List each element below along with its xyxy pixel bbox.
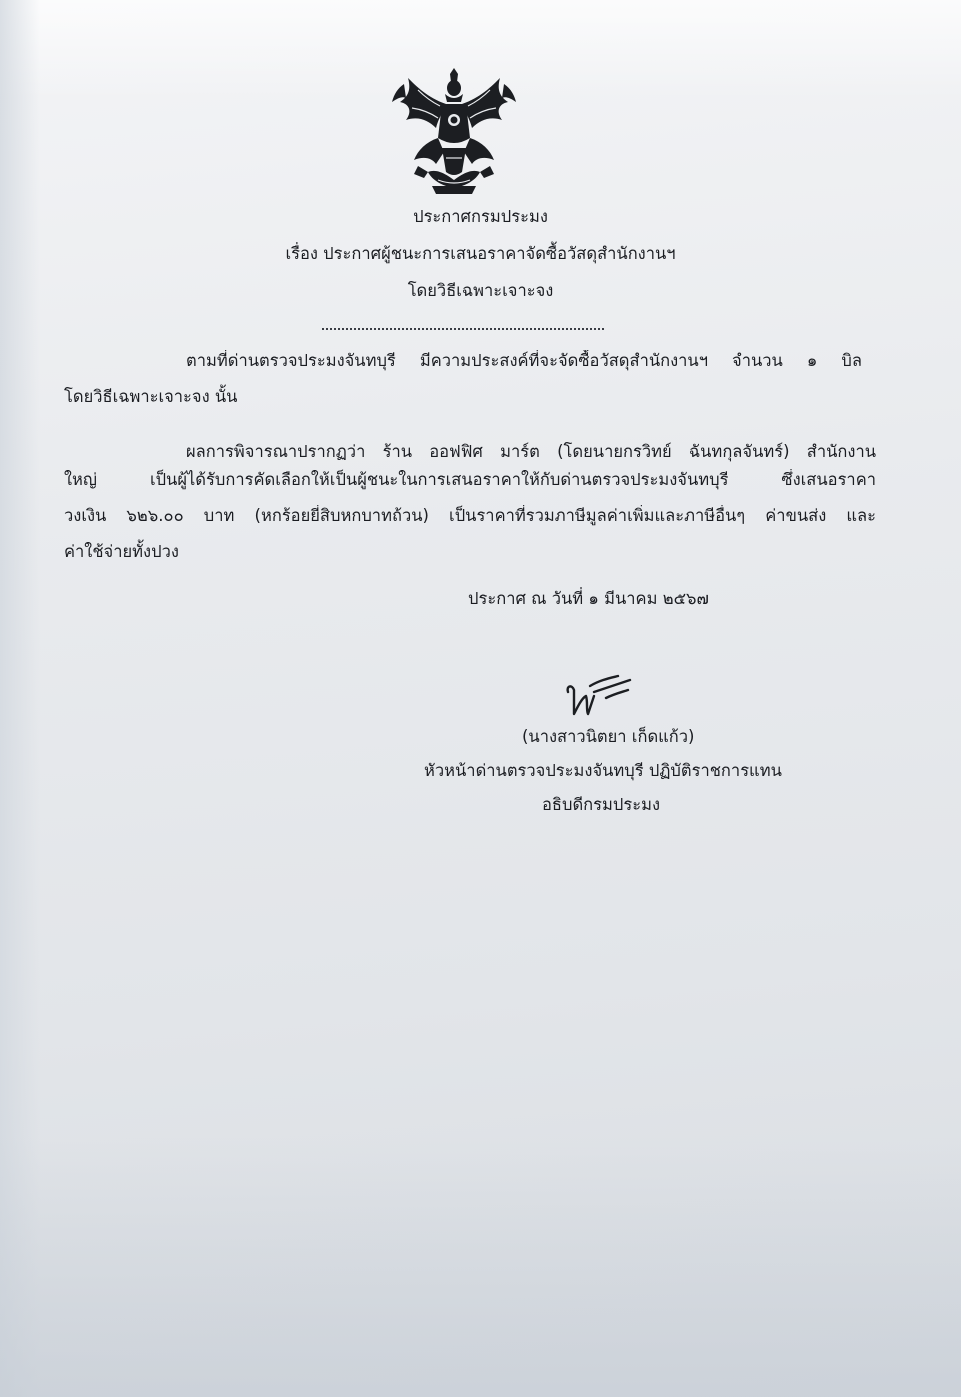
paragraph2-line2: ใหญ่ เป็นผู้ได้รับการคัดเลือกให้เป็นผู้ชนะในการเสนอราคาให้กับด่านตรวจประมงจันทบุรี ซึ่งเสนอราคา xyxy=(64,470,876,489)
paragraph2-line1: ผลการพิจารณาปรากฏว่า ร้าน ออฟฟิศ มาร์ต (โดยนายกรวิทย์ ฉันทกุลจันทร์) สำนักงาน xyxy=(186,442,876,461)
announcement-subject: เรื่อง ประกาศผู้ชนะการเสนอราคาจัดซื้อวัสดุสำนักงานฯ xyxy=(285,244,676,263)
announcement-title: ประกาศกรมประมง xyxy=(413,207,548,226)
paragraph2-line4: ค่าใช้จ่ายทั้งปวง xyxy=(64,542,179,561)
handwritten-signature xyxy=(560,672,636,718)
signatory-position: หัวหน้าด่านตรวจประมงจันทบุรี ปฏิบัติราชการแทน xyxy=(424,761,782,780)
paper-bottom-shadow xyxy=(0,1137,961,1397)
separator-line xyxy=(322,328,604,330)
signatory-title: อธิบดีกรมประมง xyxy=(542,795,661,814)
paragraph2-line3: วงเงิน ๖๒๖.๐๐ บาท (หกร้อยยี่สิบหกบาทถ้วน) เป็นราคาที่รวมภาษีมูลค่าเพิ่มและภาษีอื่นๆ ค่าขนส่ง และ xyxy=(64,506,876,525)
signatory-name: (นางสาวนิตยา เก็ดแก้ว) xyxy=(522,727,695,746)
announcement-date: ประกาศ ณ วันที่ ๑ มีนาคม ๒๕๖๗ xyxy=(468,589,709,608)
paragraph1-line2: โดยวิธีเฉพาะเจาะจง นั้น xyxy=(64,387,238,406)
announcement-method: โดยวิธีเฉพาะเจาะจง xyxy=(407,281,554,300)
garuda-emblem-icon xyxy=(388,68,520,200)
paragraph1-line1: ตามที่ด่านตรวจประมงจันทบุรี มีความประสงค์ที่จะจัดซื้อวัสดุสำนักงานฯ จำนวน ๑ บิล xyxy=(186,351,862,370)
